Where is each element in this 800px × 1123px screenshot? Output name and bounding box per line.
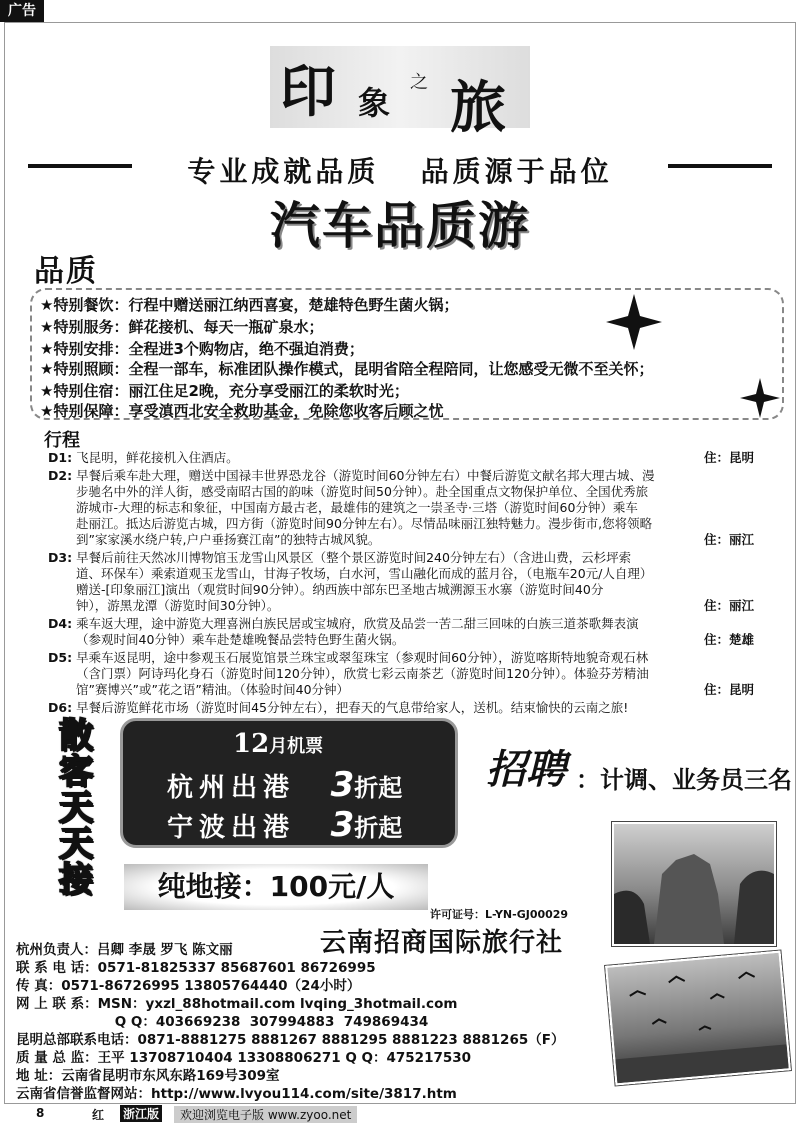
ticket-disc: 折起: [354, 814, 403, 842]
feature-item: ★特别服务：鲜花接机、每天一瓶矿泉水；: [40, 318, 324, 336]
day-label: D1:: [48, 450, 73, 465]
ticket-month: [233, 729, 323, 759]
day-stay: 住：楚雄: [704, 632, 755, 647]
day-line: 飞昆明，鲜花接机入住酒店。: [76, 450, 239, 465]
day-line: 早餐后前往天然冰川博物馆玉龙雪山风景区（整个景区游览时间240分钟左右）（含进山费，云杉坪索: [76, 550, 632, 565]
recruit-word: 招聘: [486, 746, 566, 793]
day-d1: [48, 448, 239, 466]
badge-char: 天: [59, 824, 93, 864]
badge-char: 散: [59, 716, 93, 756]
page-number: 8: [36, 1106, 45, 1120]
contact-line: Q Q：403669238 307994883 749869434: [16, 1014, 429, 1030]
ticket-city: 宁波出港: [167, 813, 296, 843]
badge-char: 天: [59, 788, 93, 828]
day-line: 钟），游黑龙潭（游览时间30分钟）。: [76, 598, 280, 613]
day-line: 道、环保车）乘索道观玉龙雪山，甘海子牧场，白水河，雪山融化而成的蓝月谷，（电瓶车20元/人自理）: [76, 566, 653, 581]
sparkle-icon: [740, 378, 780, 418]
contact-line: 联 系 电 话：0571-81825337 85687601 86726995: [16, 960, 376, 976]
license-number: 许可证号：L-YN-GJ00029: [430, 908, 569, 921]
contact-line: 昆明总部联系电话：0871-8881275 8881267 8881295 8881223 8881265（F）: [16, 1032, 565, 1048]
day-label: D5:: [48, 650, 73, 665]
day-label: D4:: [48, 616, 73, 631]
logo-char-yin: 印: [280, 59, 336, 125]
footer-hong: 红: [92, 1108, 105, 1122]
badge-char: 客: [59, 752, 93, 792]
ticket-month-text: 月机票: [269, 736, 324, 757]
price-banner: 纯地接：100元/人: [124, 864, 428, 910]
day-line: 早餐后游览鲜花市场（游览时间45分钟左右），把春天的气息带给家人，送机。结束愉快的云南之旅!: [76, 700, 629, 715]
day-line: （含门票）阿诗玛化身石（游览时间120分钟），欣赏七彩云南茶艺（游览时间120分钟）。体验芬芳精油: [76, 666, 649, 681]
day-line: 到”家家溪水绕户转,户户垂扬赛江南”的独特古城风貌。: [76, 532, 381, 547]
day-stay: 住：丽江: [704, 532, 755, 547]
day-line: 早餐后乘车赴大理，赠送中国禄丰世界恐龙谷（游览时间60分钟左右）中餐后游览文献名邦大理古城、漫: [76, 468, 655, 483]
day-line: （参观时间40分钟）乘车赴楚雄晚餐品尝特色野生菌火锅。: [76, 632, 405, 647]
contact-line: 云南省信誉监督网站：http://www.lvyou114.com/site/3817.htm: [16, 1086, 457, 1102]
badge-char: 接: [59, 860, 93, 900]
ticket-num: 3: [330, 765, 355, 805]
seagull-image: [607, 953, 788, 1084]
ticket-route: [167, 805, 402, 845]
ticket-route: [167, 765, 402, 805]
logo-char-xiang: 象: [358, 84, 391, 122]
ticket-city: 杭州出港: [167, 773, 296, 803]
stone-forest-image: [614, 824, 774, 944]
feature-item: ★特别保障：享受滇西北安全救助基金，免除您收客后顾之忧: [40, 402, 444, 420]
slogan-rule-left: [28, 164, 132, 168]
day-line: 赴丽江。抵达后游览古城，四方街（游览时间90分钟左右）。尽情品味丽江独特魅力。漫步街市,您将领略: [76, 516, 653, 531]
day-stay: 住：丽江: [704, 598, 755, 613]
day-label: D3:: [48, 550, 73, 565]
slogan-rule-right: [668, 164, 772, 168]
quality-heading: 品质: [34, 254, 98, 289]
logo-char-lv: 旅: [450, 75, 506, 141]
feature-item: ★特别餐饮：行程中赠送丽江纳西喜宴，楚雄特色野生菌火锅；: [40, 296, 459, 314]
day-line: 早乘车返昆明，途中参观玉石展览馆景兰珠宝或翠玺珠宝（参观时间60分钟），游览喀斯特地貌奇观石林: [76, 650, 649, 665]
footer-website: 欢迎浏览电子版 www.zyoo.net: [174, 1106, 357, 1123]
main-title: 汽车品质游: [270, 197, 530, 255]
sparkle-icon: [606, 294, 662, 350]
slogan: 专业成就品质 品质源于品位: [187, 155, 613, 188]
contact-line: 杭州负责人：吕卿 李晟 罗飞 陈文丽: [16, 942, 233, 958]
stone-forest-photo: [612, 822, 776, 946]
day-line: 步驰名中外的洋人街，感受南昭古国的韵味（游览时间50分钟）。赴全国重点文物保护单位、全国优秀旅: [76, 484, 649, 499]
seagull-lake-photo: [605, 951, 791, 1086]
ticket-month-num: 12: [233, 729, 270, 759]
day-line: 馆”赛博兴”或”花之语”精油。（体验时间40分钟）: [76, 682, 350, 697]
contact-line: 网 上 联 系：MSN：yxzl_88hotmail.com lvqing_3hotmail.com: [16, 996, 458, 1012]
day-d6: [48, 698, 628, 716]
agency-name: 云南招商国际旅行社: [320, 928, 564, 958]
logo-char-zhi: 之: [410, 72, 428, 93]
feature-item: ★特别照顾：全程一部车，标准团队操作模式，昆明省陪全程陪同，让您感受无微不至关怀；: [40, 360, 654, 378]
ticket-box: [120, 718, 458, 848]
day-line: 游城市-大理的标志和象征，中国南方最古老，最雄伟的建筑之一崇圣寺·三塔（游览时间60分钟）乘车: [76, 500, 638, 515]
itinerary-heading: 行程: [44, 430, 80, 451]
ticket-disc: 折起: [354, 774, 403, 802]
day-label: D6:: [48, 700, 73, 715]
feature-item: ★特别安排：全程进3个购物店，绝不强迫消费；: [40, 340, 364, 358]
edition-badge: 浙江版: [120, 1105, 162, 1122]
day-stay: 住：昆明: [704, 682, 755, 697]
ticket-num: 3: [330, 805, 355, 845]
day-line: 赠送-[印象丽江]演出（观赏时间90分钟）。纳西族中部东巴圣地古城溯源玉水寨（游览时间40分: [76, 582, 604, 597]
logo: [270, 46, 530, 141]
day-stay: 住：昆明: [704, 450, 755, 465]
feature-item: ★特别住宿：丽江住足2晚，充分享受丽江的柔软时光；: [40, 382, 409, 400]
contact-line: 传 真：0571-86726995 13805764440（24小时）: [16, 978, 361, 994]
day-line: 乘车返大理，途中游览大理喜洲白族民居或宝城府，欣赏及品尝一苦二甜三回味的白族三道茶歌舞表演: [76, 616, 639, 631]
daily-pickup-badge: [48, 718, 104, 898]
ad-tag: 广告: [0, 0, 44, 22]
day-label: D2:: [48, 468, 73, 483]
recruit-text: ：计调、业务员三名: [576, 766, 792, 794]
contact-line: 质 量 总 监：王平 13708710404 13308806271 Q Q：475217530: [16, 1050, 472, 1066]
page-footer: [0, 1104, 800, 1122]
contact-line: 地 址：云南省昆明市东风东路169号309室: [16, 1068, 280, 1084]
